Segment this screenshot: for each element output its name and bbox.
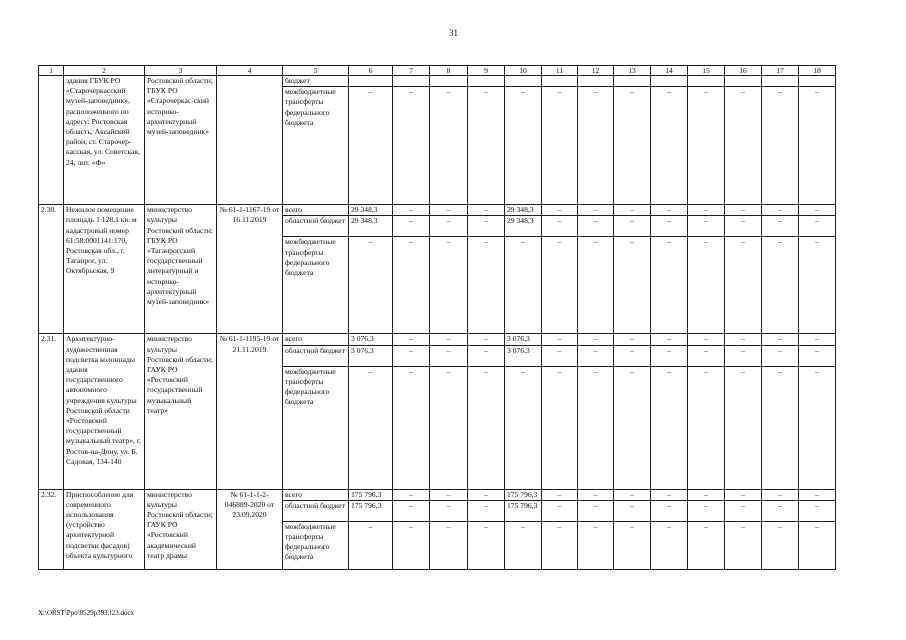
column-number-12: 12 bbox=[578, 66, 614, 76]
amount-cell: – bbox=[578, 345, 614, 366]
amount-cell: – bbox=[688, 205, 725, 216]
funding-source: областной бюджет bbox=[283, 500, 349, 521]
executor: министерство культуры Ростовской области; ГБУК РО «Таганрогский государственный литературный и историко-архитектурный музей-заповедник» bbox=[145, 205, 217, 334]
amount-cell: – bbox=[688, 216, 725, 237]
amount-cell: – bbox=[725, 500, 762, 521]
amount-cell bbox=[762, 76, 799, 87]
object-name: Архитектурно-художественная подсветка колоннады здания государственного автономного учреждения культуры Ростовской области «Ростовский государственный музыкальный театр», г. Ростов-на-Дону, ул. Б. Садовая, 134-140 bbox=[64, 334, 145, 489]
column-number-13: 13 bbox=[614, 66, 651, 76]
amount-cell: – bbox=[799, 237, 836, 334]
amount-cell: – bbox=[614, 237, 651, 334]
amount-cell: – bbox=[799, 334, 836, 345]
amount-cell: – bbox=[542, 216, 578, 237]
amount-cell bbox=[468, 76, 505, 87]
amount-cell: – bbox=[468, 521, 505, 569]
amount-cell: – bbox=[468, 205, 505, 216]
funding-source: межбюджетные трансферты федерального бюджета bbox=[283, 521, 349, 569]
amount-cell: – bbox=[542, 334, 578, 345]
amount-cell: – bbox=[578, 205, 614, 216]
amount-cell: – bbox=[688, 87, 725, 205]
amount-cell: – bbox=[578, 216, 614, 237]
amount-cell: – bbox=[799, 345, 836, 366]
amount-cell: – bbox=[393, 216, 430, 237]
amount-cell: – bbox=[430, 334, 468, 345]
amount-cell: – bbox=[468, 500, 505, 521]
document-reference: № 61-1-1-2-046889-2020 от 23.09.2020 bbox=[217, 489, 283, 569]
amount-cell: – bbox=[349, 87, 393, 205]
funding-source: областной бюджет bbox=[283, 216, 349, 237]
amount-cell: – bbox=[430, 366, 468, 489]
amount-cell: – bbox=[393, 334, 430, 345]
amount-cell: – bbox=[578, 237, 614, 334]
amount-cell: – bbox=[505, 521, 542, 569]
funding-source: областной бюджет bbox=[283, 345, 349, 366]
amount-cell: – bbox=[688, 489, 725, 500]
amount-cell: – bbox=[762, 216, 799, 237]
amount-cell: – bbox=[762, 366, 799, 489]
column-number-2: 2 bbox=[64, 66, 145, 76]
amount-cell bbox=[393, 76, 430, 87]
amount-cell: – bbox=[393, 521, 430, 569]
amount-cell: – bbox=[799, 87, 836, 205]
amount-cell: – bbox=[505, 237, 542, 334]
amount-cell bbox=[349, 76, 393, 87]
amount-cell: – bbox=[762, 521, 799, 569]
amount-cell: – bbox=[651, 366, 688, 489]
amount-cell: – bbox=[762, 345, 799, 366]
amount-cell: – bbox=[505, 87, 542, 205]
funding-source: межбюджетные трансферты федерального бюджета bbox=[283, 237, 349, 334]
amount-cell: – bbox=[762, 205, 799, 216]
amount-cell: – bbox=[799, 216, 836, 237]
amount-cell: – bbox=[430, 216, 468, 237]
document-reference: № 61-1-1167-19 от 16.11.2019 bbox=[217, 205, 283, 334]
amount-cell: – bbox=[799, 500, 836, 521]
amount-cell: – bbox=[578, 489, 614, 500]
amount-cell: – bbox=[468, 87, 505, 205]
document-reference bbox=[217, 76, 283, 205]
column-number-8: 8 bbox=[430, 66, 468, 76]
funding-source: межбюджетные трансферты федерального бюджета bbox=[283, 87, 349, 205]
amount-cell: – bbox=[799, 205, 836, 216]
amount-cell: – bbox=[578, 87, 614, 205]
amount-cell: – bbox=[725, 521, 762, 569]
amount-cell bbox=[688, 76, 725, 87]
page-number: 31 bbox=[449, 28, 458, 38]
item-number: 2.31. bbox=[39, 334, 64, 489]
amount-cell: – bbox=[688, 334, 725, 345]
amount-cell: – bbox=[468, 334, 505, 345]
amount-cell: – bbox=[651, 345, 688, 366]
amount-cell: – bbox=[725, 205, 762, 216]
amount-cell: – bbox=[349, 366, 393, 489]
amount-cell: – bbox=[799, 521, 836, 569]
amount-cell: – bbox=[688, 521, 725, 569]
object-name: здания ГБУК РО «Старочеркасский музей-заповедник», расположенного по адресу: Ростовская область, Аксайский район, ст. Старочер-касская, ул. Советская, 24, лит. «Ф» bbox=[64, 76, 145, 205]
executor: министерство культуры Ростовской области; ГАУК РО «Ростовский государственный музыкальный театр» bbox=[145, 334, 217, 489]
amount-cell: – bbox=[542, 237, 578, 334]
amount-cell: – bbox=[688, 366, 725, 489]
amount-cell bbox=[578, 76, 614, 87]
amount-cell: – bbox=[393, 500, 430, 521]
amount-cell: 29 348,3 bbox=[505, 205, 542, 216]
amount-cell: – bbox=[799, 489, 836, 500]
amount-cell: – bbox=[430, 489, 468, 500]
amount-cell: – bbox=[614, 366, 651, 489]
column-number-header bbox=[39, 66, 836, 76]
amount-cell: 175 796,3 bbox=[505, 489, 542, 500]
amount-cell: – bbox=[688, 345, 725, 366]
amount-cell: 3 076,3 bbox=[349, 345, 393, 366]
amount-cell: – bbox=[542, 521, 578, 569]
amount-cell: – bbox=[799, 366, 836, 489]
funding-source: всего bbox=[283, 205, 349, 216]
amount-cell: – bbox=[614, 216, 651, 237]
amount-cell: – bbox=[725, 216, 762, 237]
amount-cell: – bbox=[393, 366, 430, 489]
funding-source: всего bbox=[283, 489, 349, 500]
object-name: Приспособление для современного использования (устройство архитектурной подсветки фасадов) объекта культурного bbox=[64, 489, 145, 569]
funding-source: бюджет bbox=[283, 76, 349, 87]
amount-cell: – bbox=[725, 489, 762, 500]
amount-cell: – bbox=[542, 500, 578, 521]
amount-cell: – bbox=[430, 345, 468, 366]
amount-cell: 29 348,3 bbox=[505, 216, 542, 237]
column-number-10: 10 bbox=[505, 66, 542, 76]
column-number-16: 16 bbox=[725, 66, 762, 76]
amount-cell: – bbox=[651, 489, 688, 500]
funding-source: межбюджетные трансферты федерального бюджета bbox=[283, 366, 349, 489]
column-number-6: 6 bbox=[349, 66, 393, 76]
amount-cell: 3 076,3 bbox=[505, 334, 542, 345]
amount-cell: – bbox=[468, 366, 505, 489]
amount-cell: – bbox=[542, 345, 578, 366]
amount-cell: 29 348,3 bbox=[349, 205, 393, 216]
executor: Ростовской области; ГБУК РО «Старочеркас-ский историко-архитектурный музей-заповедник» bbox=[145, 76, 217, 205]
table-row bbox=[39, 334, 836, 345]
funding-source: всего bbox=[283, 334, 349, 345]
amount-cell: 175 796,3 bbox=[505, 500, 542, 521]
amount-cell bbox=[799, 76, 836, 87]
amount-cell: – bbox=[468, 489, 505, 500]
document-reference: № 61-1-1195-19 от 21.11.2019 bbox=[217, 334, 283, 489]
amount-cell: – bbox=[651, 237, 688, 334]
amount-cell: – bbox=[651, 216, 688, 237]
column-number-1: 1 bbox=[39, 66, 64, 76]
amount-cell bbox=[542, 76, 578, 87]
amount-cell bbox=[725, 76, 762, 87]
amount-cell: – bbox=[349, 521, 393, 569]
amount-cell: – bbox=[651, 500, 688, 521]
column-number-17: 17 bbox=[762, 66, 799, 76]
amount-cell: – bbox=[614, 500, 651, 521]
amount-cell bbox=[614, 76, 651, 87]
amount-cell: – bbox=[393, 345, 430, 366]
amount-cell: – bbox=[468, 345, 505, 366]
amount-cell: – bbox=[614, 334, 651, 345]
amount-cell: 175 796,3 bbox=[349, 489, 393, 500]
amount-cell: – bbox=[542, 489, 578, 500]
amount-cell: – bbox=[651, 334, 688, 345]
amount-cell: – bbox=[430, 237, 468, 334]
amount-cell: – bbox=[578, 521, 614, 569]
amount-cell: – bbox=[762, 237, 799, 334]
amount-cell: – bbox=[430, 500, 468, 521]
amount-cell: – bbox=[614, 205, 651, 216]
amount-cell: – bbox=[725, 366, 762, 489]
amount-cell: – bbox=[578, 366, 614, 489]
amount-cell: – bbox=[578, 500, 614, 521]
executor: министерство культуры Ростовской области; ГАУК РО «Ростовский академический театр драмы bbox=[145, 489, 217, 569]
file-path-footer: X:\ORST\Ppo\0529p393.f23.docx bbox=[38, 609, 135, 617]
amount-cell: – bbox=[614, 87, 651, 205]
amount-cell: – bbox=[651, 521, 688, 569]
amount-cell: – bbox=[762, 87, 799, 205]
column-number-4: 4 bbox=[217, 66, 283, 76]
amount-cell: – bbox=[762, 500, 799, 521]
amount-cell: – bbox=[542, 205, 578, 216]
amount-cell: 175 796,3 bbox=[349, 500, 393, 521]
amount-cell: – bbox=[578, 334, 614, 345]
amount-cell: – bbox=[725, 345, 762, 366]
table-row bbox=[39, 76, 836, 87]
amount-cell: – bbox=[614, 345, 651, 366]
amount-cell: – bbox=[430, 521, 468, 569]
amount-cell: – bbox=[762, 489, 799, 500]
amount-cell: – bbox=[542, 366, 578, 489]
column-number-15: 15 bbox=[688, 66, 725, 76]
item-number: 2.32. bbox=[39, 489, 64, 569]
amount-cell: – bbox=[725, 87, 762, 205]
column-number-14: 14 bbox=[651, 66, 688, 76]
amount-cell: – bbox=[542, 87, 578, 205]
amount-cell: 3 076,3 bbox=[349, 334, 393, 345]
amount-cell: – bbox=[725, 237, 762, 334]
amount-cell: – bbox=[651, 87, 688, 205]
amount-cell: – bbox=[688, 237, 725, 334]
amount-cell: – bbox=[468, 237, 505, 334]
column-number-7: 7 bbox=[393, 66, 430, 76]
amount-cell: – bbox=[393, 205, 430, 216]
amount-cell: 3 076,3 bbox=[505, 345, 542, 366]
column-number-9: 9 bbox=[468, 66, 505, 76]
amount-cell: – bbox=[505, 366, 542, 489]
table-row bbox=[39, 205, 836, 216]
program-table bbox=[38, 65, 836, 570]
item-number: 2.30. bbox=[39, 205, 64, 334]
amount-cell bbox=[651, 76, 688, 87]
column-number-3: 3 bbox=[145, 66, 217, 76]
item-number bbox=[39, 76, 64, 205]
amount-cell: – bbox=[430, 205, 468, 216]
object-name: Нежилое помещение площадь 1 128,1 кв. м кадастровый номер 61:58:0001141:170, Ростовская обл., г. Таганрог, ул. Октябрьская, 9 bbox=[64, 205, 145, 334]
amount-cell: – bbox=[762, 334, 799, 345]
amount-cell: 29 348,3 bbox=[349, 216, 393, 237]
amount-cell: – bbox=[393, 237, 430, 334]
amount-cell: – bbox=[614, 489, 651, 500]
amount-cell: – bbox=[349, 237, 393, 334]
column-number-11: 11 bbox=[542, 66, 578, 76]
amount-cell: – bbox=[393, 87, 430, 205]
amount-cell: – bbox=[614, 521, 651, 569]
column-number-5: 5 bbox=[283, 66, 349, 76]
table-row bbox=[39, 489, 836, 500]
amount-cell: – bbox=[468, 216, 505, 237]
amount-cell: – bbox=[393, 489, 430, 500]
amount-cell: – bbox=[725, 334, 762, 345]
amount-cell: – bbox=[651, 205, 688, 216]
amount-cell bbox=[430, 76, 468, 87]
amount-cell: – bbox=[688, 500, 725, 521]
column-number-18: 18 bbox=[799, 66, 836, 76]
amount-cell bbox=[505, 76, 542, 87]
amount-cell: – bbox=[430, 87, 468, 205]
